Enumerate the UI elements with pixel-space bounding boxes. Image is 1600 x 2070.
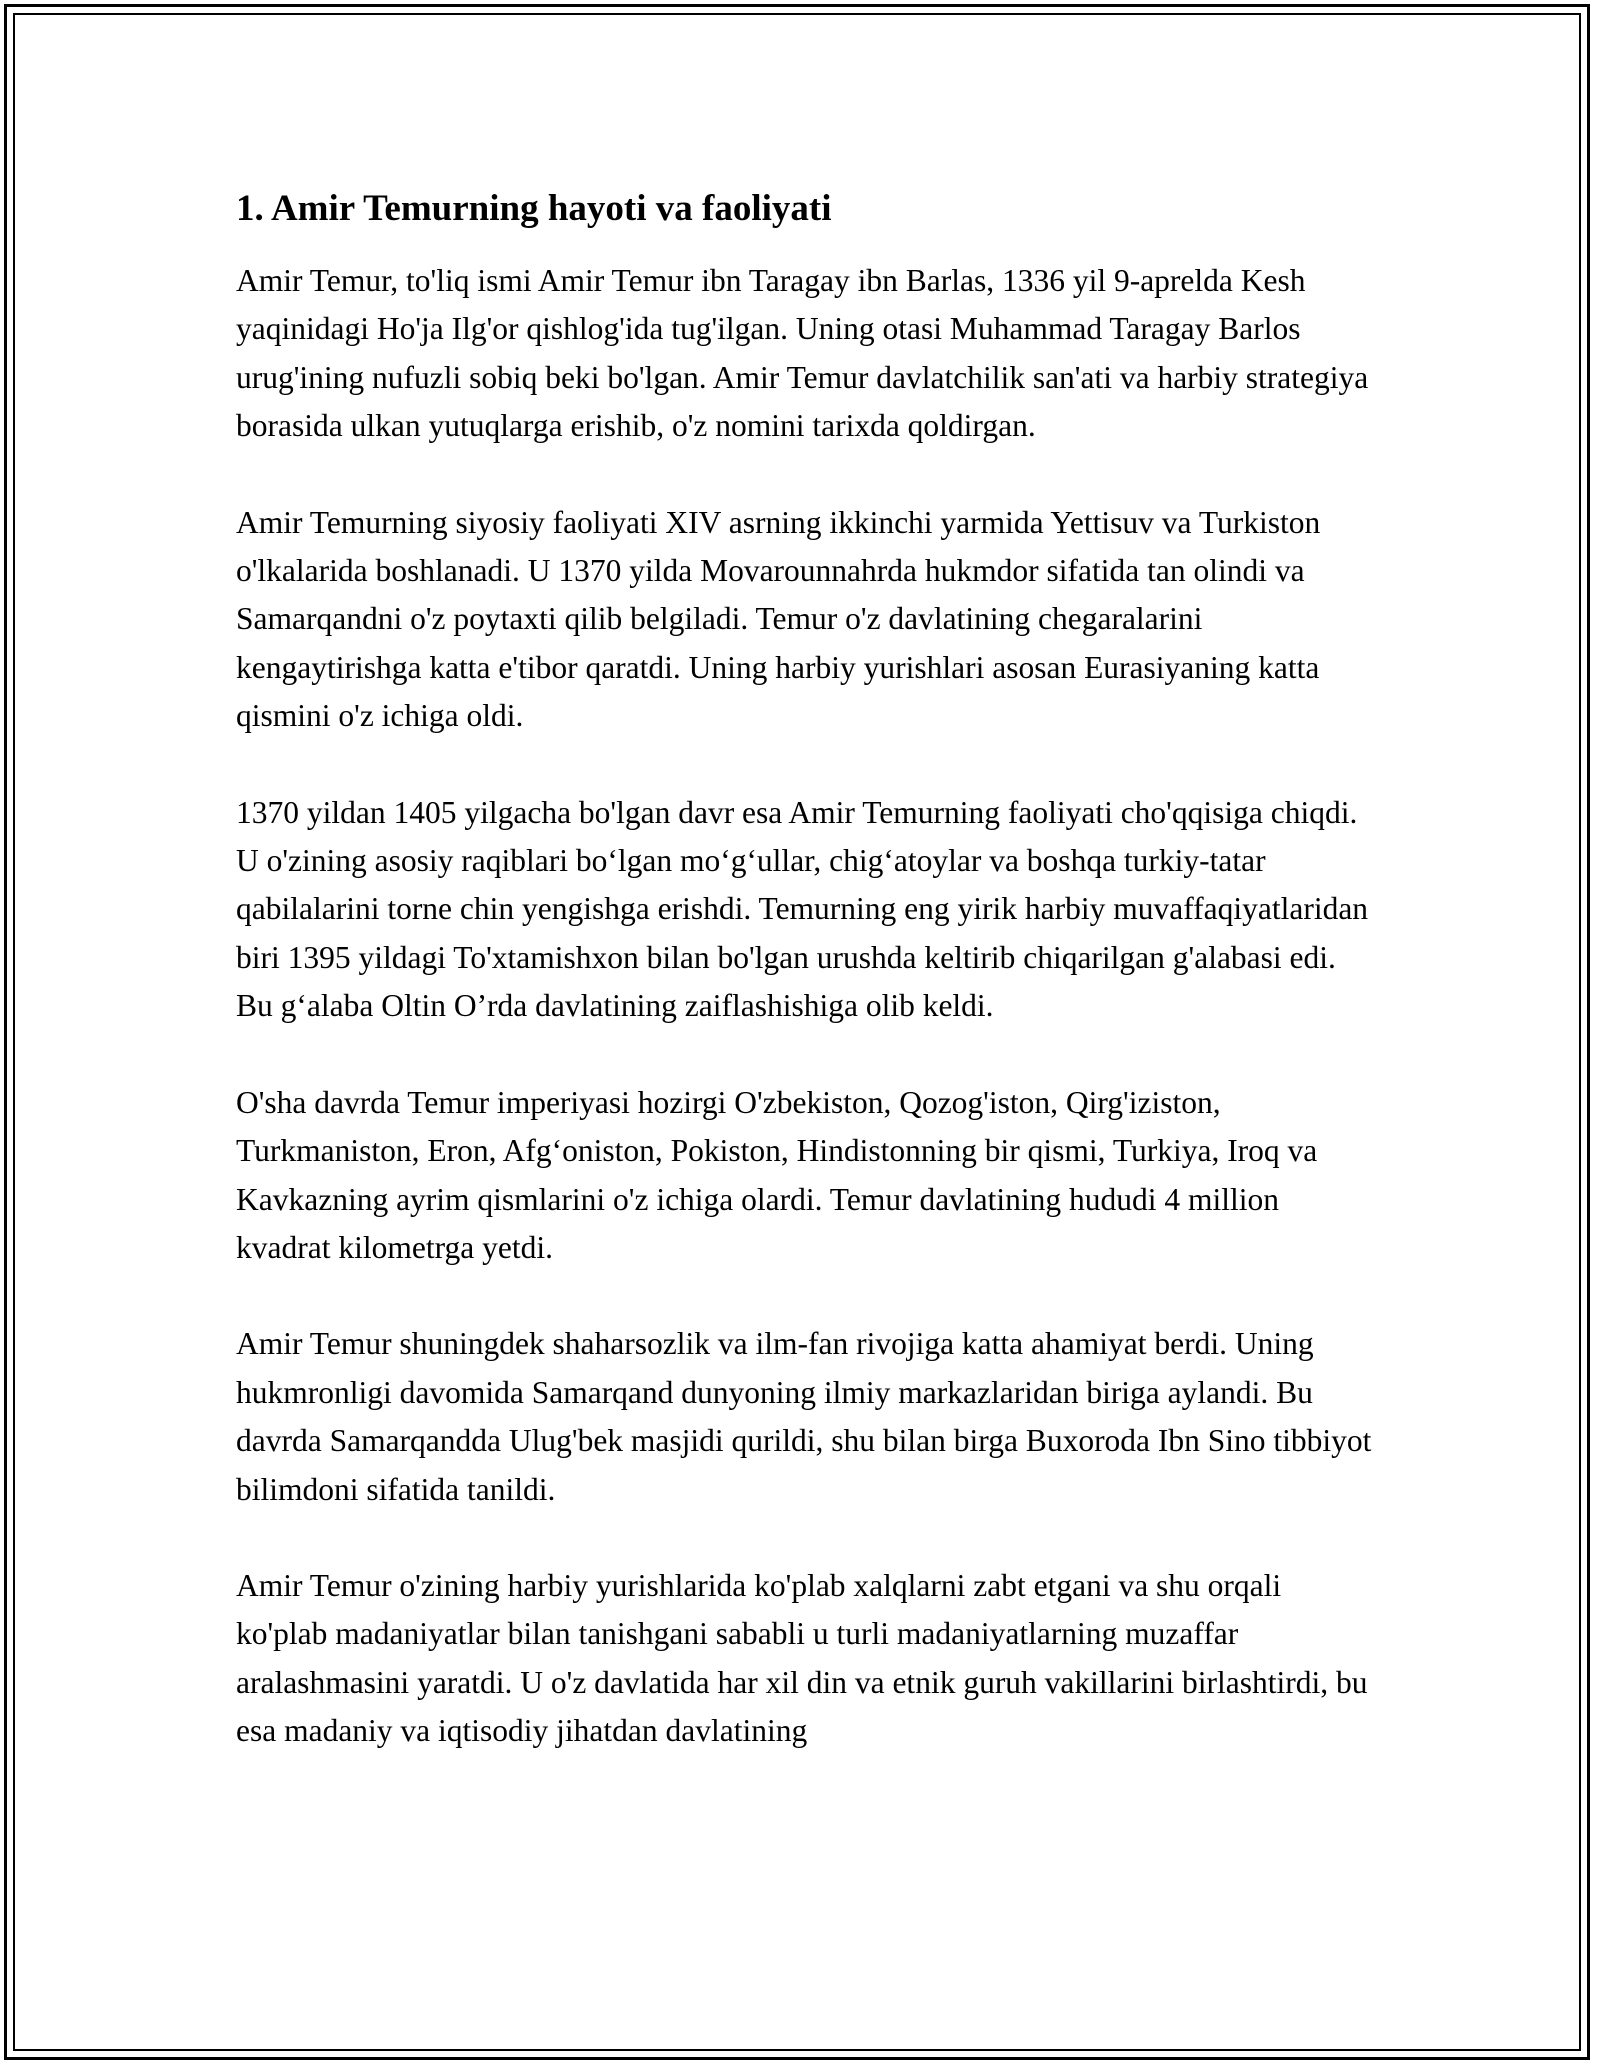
paragraph-2: Amir Temurning siyosiy faoliyati XIV asrning ikkinchi yarmida Yettisuv va Turkiston o'lkalarida boshlanadi. U 1370 yilda Movarounnahrda hukmdor sifatida tan olindi va Samarqandni o'z poytaxti qilib belgiladi. Temur o'z davlatining chegaralarini kengaytirishga katta e'tibor qaratdi. Uning harbiy yurishlari asosan Eurasiyaning katta qismini o'z ichiga oldi.	[236, 504, 1321, 734]
paragraph-1: Amir Temur, to'liq ismi Amir Temur ibn Taragay ibn Barlas, 1336 yil 9-aprelda Kesh yaqinidagi Ho'ja Ilg'or qishlog'ida tug'ilgan. Uning otasi Muhammad Taragay Barlos urug'ining nufuzli sobiq beki bo'lgan. Amir Temur davlatchilik san'ati va harbiy strategiya borasida ulkan yutuqlarga erishib, o'z nomini tarixda qoldirgan.	[236, 263, 1369, 444]
paragraph-6: Amir Temur o'zining harbiy yurishlarida ko'plab xalqlarni zabt etgani va shu orqali ko'plab madaniyatlar bilan tanishgani sababli u turli madaniyatlarning muzaffar aralashmasini yaratdi. U o'z davlatida har xil din va etnik guruh vakillarini birlashtirdi, bu esa madaniy va iqtisodiy jihatdan davlatining	[236, 1567, 1368, 1749]
paragraph-4: O'sha davrda Temur imperiyasi hozirgi O'zbekiston, Qozog'iston, Qirg'iziston, Turkmaniston, Eron, Afg‘oniston, Pokiston, Hindistonning bir qismi, Turkiya, Iroq va Kavkazning ayrim qismlarini o'z ichiga olardi. Temur davlatining hududi 4 million kvadrat kilometrga yetdi.	[236, 1084, 1318, 1265]
document-body	[236, 185, 1376, 1804]
paragraph-3: 1370 yildan 1405 yilgacha bo'lgan davr esa Amir Temurning faoliyati cho'qqisiga chiqdi. U o'zining asosiy raqiblari bo‘lgan mo‘g‘ullar, chig‘atoylar va boshqa turkiy-tatar qabilalarini torne chin yengishga erishdi. Temurning eng yirik harbiy muvaffaqiyatlaridan biri 1395 yildagi To'xtamishxon bilan bo'lgan urushda keltirib chiqarilgan g'alabasi edi. Bu g‘alaba Oltin O’rda davlatining zaiflashishiga olib keldi.	[236, 794, 1369, 1024]
paragraph-5: Amir Temur shuningdek shaharsozlik va ilm-fan rivojiga katta ahamiyat berdi. Uning hukmronligi davomida Samarqand dunyoning ilmiy markazlaridan biriga aylandi. Bu davrda Samarqandda Ulug'bek masjidi qurildi, shu bilan birga Buxoroda Ibn Sino tibbiyot bilimdoni sifatida tanildi.	[236, 1326, 1372, 1507]
section-title: 1. Amir Temurning hayoti va faoliyati	[236, 188, 832, 229]
